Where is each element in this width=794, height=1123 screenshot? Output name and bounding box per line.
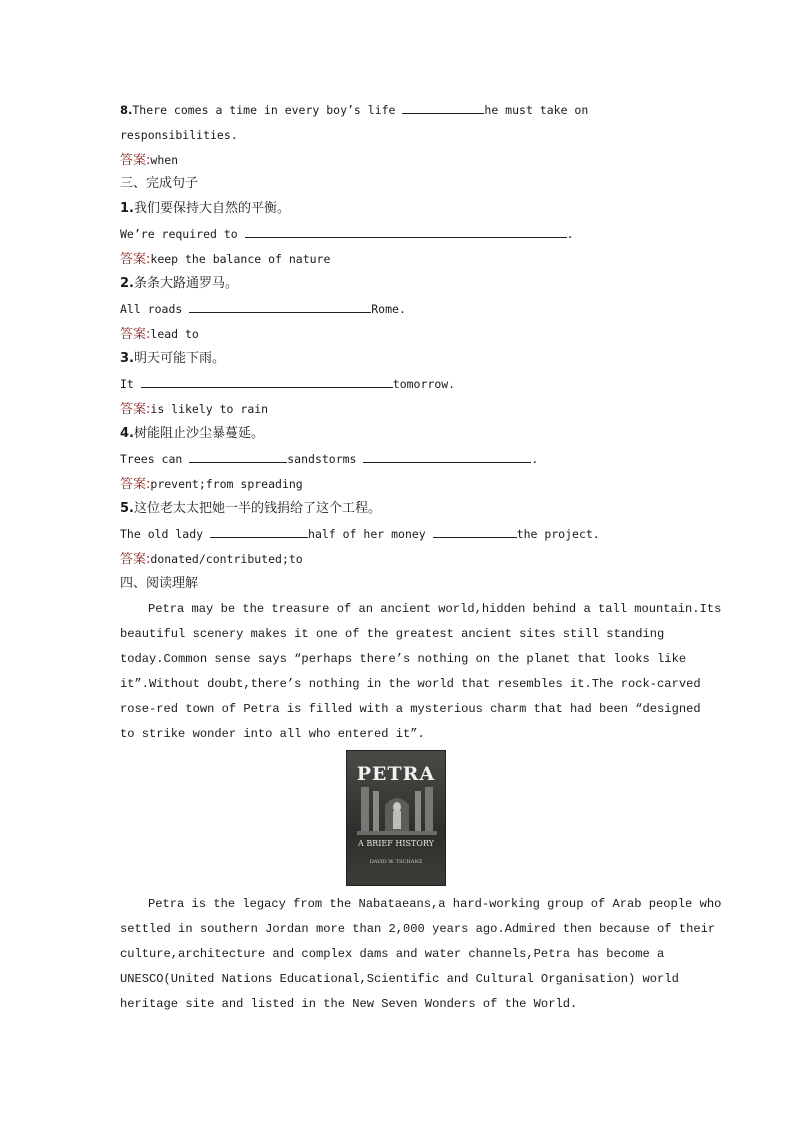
- passage-p2-line: settled in southern Jordan more than 2,000 years ago.Admired then because of their: [120, 922, 716, 936]
- section-title-complete-sentences: 三、完成句子: [120, 176, 199, 191]
- q8-line-cont: responsibilities.: [120, 128, 238, 142]
- s3-chinese: 明天可能下雨。: [133, 351, 225, 366]
- s2-en-before: All roads: [120, 302, 190, 316]
- s4-number: 4.: [120, 426, 134, 441]
- s4-english: [120, 449, 538, 469]
- answer-label: 答案:: [120, 252, 151, 267]
- q8-line: [120, 100, 588, 120]
- s5-number: 5.: [120, 501, 134, 516]
- s2-chinese: 条条大路通罗马。: [133, 276, 238, 291]
- s5-blank-2: [433, 524, 517, 538]
- passage-p2-line: UNESCO(United Nations Educational,Scientific and Cultural Organisation) world: [120, 972, 679, 986]
- s2-english: [120, 299, 406, 319]
- s2-prompt: [120, 274, 238, 294]
- q8-text-after: he must take on: [484, 103, 589, 117]
- q8-answer: [120, 150, 178, 170]
- s5-en-after: the project.: [516, 527, 600, 541]
- s4-chinese: 树能阻止沙尘暴蔓延。: [133, 426, 264, 441]
- answer-label: 答案:: [120, 402, 151, 417]
- q8-blank: [402, 100, 484, 114]
- book-subtitle: A BRIEF HISTORY: [358, 839, 434, 848]
- petra-book-cover-image: [346, 750, 446, 886]
- s3-english: [120, 374, 455, 394]
- s2-answer: [120, 324, 199, 344]
- answer-label: 答案:: [120, 552, 151, 567]
- s2-number: 2.: [120, 276, 134, 291]
- s3-en-before: It: [120, 377, 141, 391]
- s5-chinese: 这位老太太把她一半的钱捐给了这个工程。: [133, 501, 381, 516]
- s5-prompt: [120, 499, 381, 519]
- s4-en-before: Trees can: [120, 452, 190, 466]
- answer-text: prevent;from spreading: [150, 477, 303, 491]
- answer-text: lead to: [150, 327, 199, 341]
- passage-p1-line: it”.Without doubt,there’s nothing in the world that resembles it.The rock-carved: [120, 677, 701, 691]
- s5-answer: [120, 549, 303, 569]
- s5-en-mid: half of her money: [308, 527, 433, 541]
- book-author: DAVID W. TSCHANZ: [369, 859, 423, 865]
- passage-p2-line: culture,architecture and complex dams and water channels,Petra has become a: [120, 947, 665, 961]
- passage-p1-line: rose-red town of Petra is filled with a mysterious charm that had been “designed: [120, 702, 701, 716]
- answer-text: when: [150, 153, 179, 167]
- s3-en-after: tomorrow.: [392, 377, 456, 391]
- answer-label: 答案:: [120, 327, 151, 342]
- s4-en-mid: sandstorms: [287, 452, 364, 466]
- s1-prompt: [120, 199, 290, 219]
- passage-p1-line: beautiful scenery makes it one of the greatest ancient sites still standing: [120, 627, 665, 641]
- q8-number: 8.: [120, 103, 133, 117]
- s4-blank-1: [189, 449, 287, 463]
- answer-text: is likely to rain: [150, 402, 269, 416]
- s1-number: 1.: [120, 201, 134, 216]
- s2-en-after: Rome.: [371, 302, 406, 316]
- q8-text-before: There comes a time in every boy’s life: [132, 103, 403, 117]
- passage-p2-line: heritage site and listed in the New Seven Wonders of the World.: [120, 997, 578, 1011]
- s5-english: [120, 524, 600, 544]
- s4-en-after: .: [531, 452, 539, 466]
- s1-blank: [245, 224, 567, 238]
- answer-label: 答案:: [120, 477, 151, 492]
- answer-text: donated/contributed;to: [150, 552, 303, 566]
- s4-answer: [120, 474, 303, 494]
- s3-number: 3.: [120, 351, 134, 366]
- s3-answer: [120, 399, 268, 419]
- s4-blank-2: [363, 449, 531, 463]
- passage-p1-line: today.Common sense says “perhaps there’s nothing on the planet that looks like: [120, 652, 687, 666]
- s1-en-after: .: [566, 227, 574, 241]
- s1-chinese: 我们要保持大自然的平衡。: [133, 201, 290, 216]
- s2-blank: [189, 299, 371, 313]
- s1-answer: [120, 249, 330, 269]
- passage-p1-line: to strike wonder into all who entered it”.: [120, 727, 425, 741]
- s4-prompt: [120, 424, 264, 444]
- s5-blank-1: [210, 524, 308, 538]
- s5-en-before: The old lady: [120, 527, 211, 541]
- s1-english: [120, 224, 574, 244]
- answer-text: keep the balance of nature: [150, 252, 331, 266]
- answer-label: 答案:: [120, 153, 151, 168]
- section-title-reading: 四、阅读理解: [120, 576, 199, 591]
- passage-p2-line: Petra is the legacy from the Nabataeans,a hard-working group of Arab people who: [148, 897, 722, 911]
- book-title: PETRA: [356, 763, 436, 785]
- s3-blank: [141, 374, 393, 388]
- passage-p1-line: Petra may be the treasure of an ancient world,hidden behind a tall mountain.Its: [148, 602, 722, 616]
- s3-prompt: [120, 349, 225, 369]
- s1-en-before: We’re required to: [120, 227, 245, 241]
